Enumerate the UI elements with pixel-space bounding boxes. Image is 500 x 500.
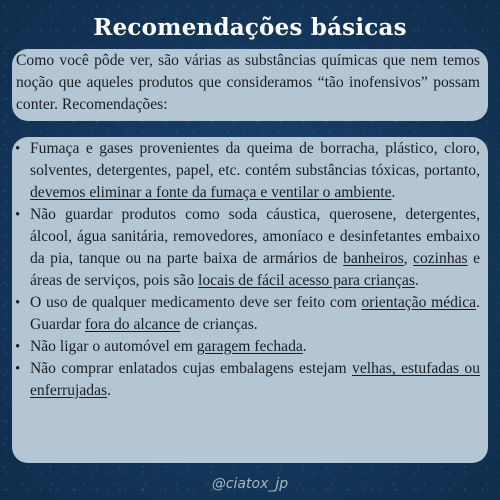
list-item [16, 204, 480, 292]
item-text: Fumaça e gases provenientes da queima de borracha, plástico, cloro, solventes, detergentes, papel, etc. contém substâncias tóxicas, portanto, [30, 140, 480, 179]
item-emphasis: banheiros [343, 250, 404, 267]
item-text: . Guardar [30, 294, 481, 333]
item-text: e áreas de serviços, pois são [30, 250, 480, 289]
list-item [16, 358, 480, 402]
item-emphasis: devemos eliminar a fonte da fumaça e ventilar o ambiente [30, 184, 392, 201]
item-text: . [414, 272, 419, 289]
item-text: de crianças. [180, 316, 258, 333]
intro-text: Como você pôde ver, são várias as substâncias químicas que nem temos noção que aqueles produtos que consideramos “tão inofensivos” possam conter. Recomendações: [16, 52, 480, 113]
item-emphasis: locais de fácil acesso para crianças [198, 272, 415, 289]
item-emphasis: fora do alcance [84, 316, 181, 333]
author-handle: @ciatox_jp [211, 476, 289, 492]
item-text: O uso de qualquer medicamento deve ser feito com [30, 294, 362, 311]
page-title: Recomendações básicas [93, 14, 407, 41]
list-item [16, 292, 480, 336]
item-emphasis: cozinhas [413, 250, 468, 267]
list-item [16, 336, 480, 358]
item-text: Não comprar enlatados cujas embalagens estejam [30, 360, 353, 377]
recommendations-list [16, 138, 480, 402]
list-item [16, 138, 480, 204]
item-text: Não guardar produtos como soda cáustica, querosene, detergentes, álcool, água sanitária, removedores, amoníaco e desinfetantes embaixo da pia, tanque ou na parte baixa de armários de [30, 206, 480, 267]
recommendations-panel [12, 137, 488, 463]
intro-panel [12, 49, 488, 121]
item-text: , [403, 250, 414, 267]
item-emphasis: orientação médica [361, 294, 477, 311]
item-text: . [107, 382, 111, 399]
item-text: . [391, 184, 396, 201]
item-text: . [302, 338, 307, 355]
item-emphasis: velhas, estufadas ou enferrujadas [30, 360, 481, 399]
item-text: Não ligar o automóvel em [30, 338, 197, 355]
item-emphasis: garagem fechada [196, 338, 303, 355]
